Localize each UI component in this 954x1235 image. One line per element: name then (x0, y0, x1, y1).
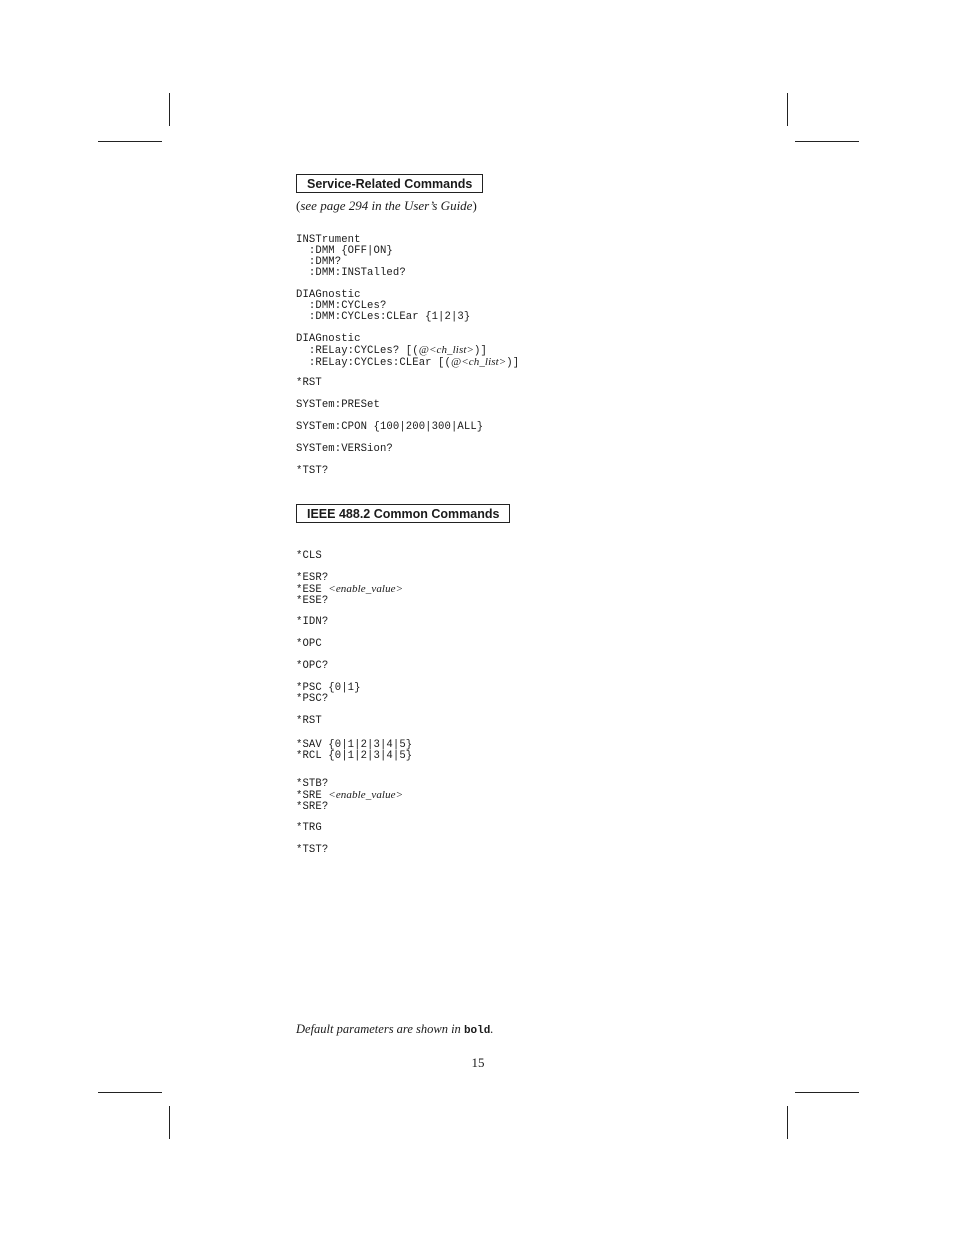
default-parameters-note (296, 1022, 493, 1037)
command-text: :RELay:CYCLes:CLEar [( (296, 357, 451, 369)
enable-value-param: <enable_value> (328, 789, 404, 801)
command-group-sre (296, 779, 403, 813)
command-group-diagnostic-dmm (296, 290, 470, 323)
command-group-diagnostic-relay (296, 334, 519, 369)
note-text: Default parameters are shown in (296, 1022, 464, 1036)
note-period: . (490, 1022, 494, 1036)
crop-mark (787, 1106, 788, 1139)
command-text: :RELay:CYCLes? [( (296, 345, 419, 357)
command-line: *STB? (296, 778, 329, 790)
command-text: *SRE (296, 790, 329, 802)
command-line: *TST? (296, 844, 329, 856)
command-line: :DMM {OFF|ON} (296, 245, 393, 257)
command-line: *IDN? (296, 616, 329, 628)
command-line: INSTrument (296, 234, 361, 246)
command-line (296, 357, 519, 369)
command-line: *ESE? (296, 595, 329, 607)
caption-open-paren: ( (296, 198, 301, 213)
command-line: *CLS (296, 550, 322, 562)
command-line: *OPC (296, 638, 322, 650)
section-heading-service: Service-Related Commands (296, 174, 483, 193)
section-caption (296, 198, 477, 214)
command-line: *TRG (296, 822, 322, 834)
command-text: )] (506, 357, 520, 369)
command-line: :DMM:CYCLes? (296, 300, 387, 312)
command-line: *OPC? (296, 660, 329, 672)
command-line: *PSC {0|1} (296, 682, 361, 694)
crop-mark (98, 141, 162, 142)
command-line: DIAGnostic (296, 333, 361, 345)
crop-mark (795, 1092, 859, 1093)
caption-close-paren: ) (472, 198, 477, 213)
command-line: *PSC? (296, 693, 329, 705)
command-line: *SRE? (296, 801, 329, 813)
crop-mark (787, 93, 788, 126)
crop-mark (795, 141, 859, 142)
command-line: SYSTem:PRESet (296, 399, 380, 411)
command-line: :DMM:CYCLes:CLEar {1|2|3} (296, 311, 471, 323)
at-sign: @ (450, 356, 462, 368)
command-group-instrument (296, 235, 406, 279)
crop-mark (169, 93, 170, 126)
command-line: :DMM:INSTalled? (296, 267, 406, 279)
command-line: :DMM? (296, 256, 342, 268)
command-line: *ESR? (296, 572, 329, 584)
command-line: DIAGnostic (296, 289, 361, 301)
command-line: *SAV {0|1|2|3|4|5} (296, 739, 413, 751)
ch-list-param: <ch_list> (461, 356, 507, 368)
command-line: SYSTem:CPON {100|200|300|ALL} (296, 421, 484, 433)
command-line: *RST (296, 377, 322, 389)
command-group-psc (296, 683, 361, 705)
section-heading-ieee: IEEE 488.2 Common Commands (296, 504, 510, 523)
note-bold-word: bold (463, 1025, 491, 1037)
command-text: )] (474, 345, 487, 357)
command-group-sav-rcl (296, 740, 412, 762)
at-sign: @ (418, 344, 429, 356)
ch-list-param: <ch_list> (428, 344, 475, 356)
crop-mark (169, 1106, 170, 1139)
crop-mark (98, 1092, 162, 1093)
command-line: *TST? (296, 465, 329, 477)
caption-text: see page 294 in the User’s Guide (300, 198, 473, 213)
enable-value-param: <enable_value> (328, 583, 404, 595)
command-line: *RCL {0|1|2|3|4|5} (296, 750, 413, 762)
command-line: *RST (296, 715, 322, 727)
command-line: SYSTem:VERSion? (296, 443, 393, 455)
command-group-ese (296, 573, 403, 607)
command-text: *ESE (296, 584, 329, 596)
page-number: 15 (471, 1055, 485, 1070)
